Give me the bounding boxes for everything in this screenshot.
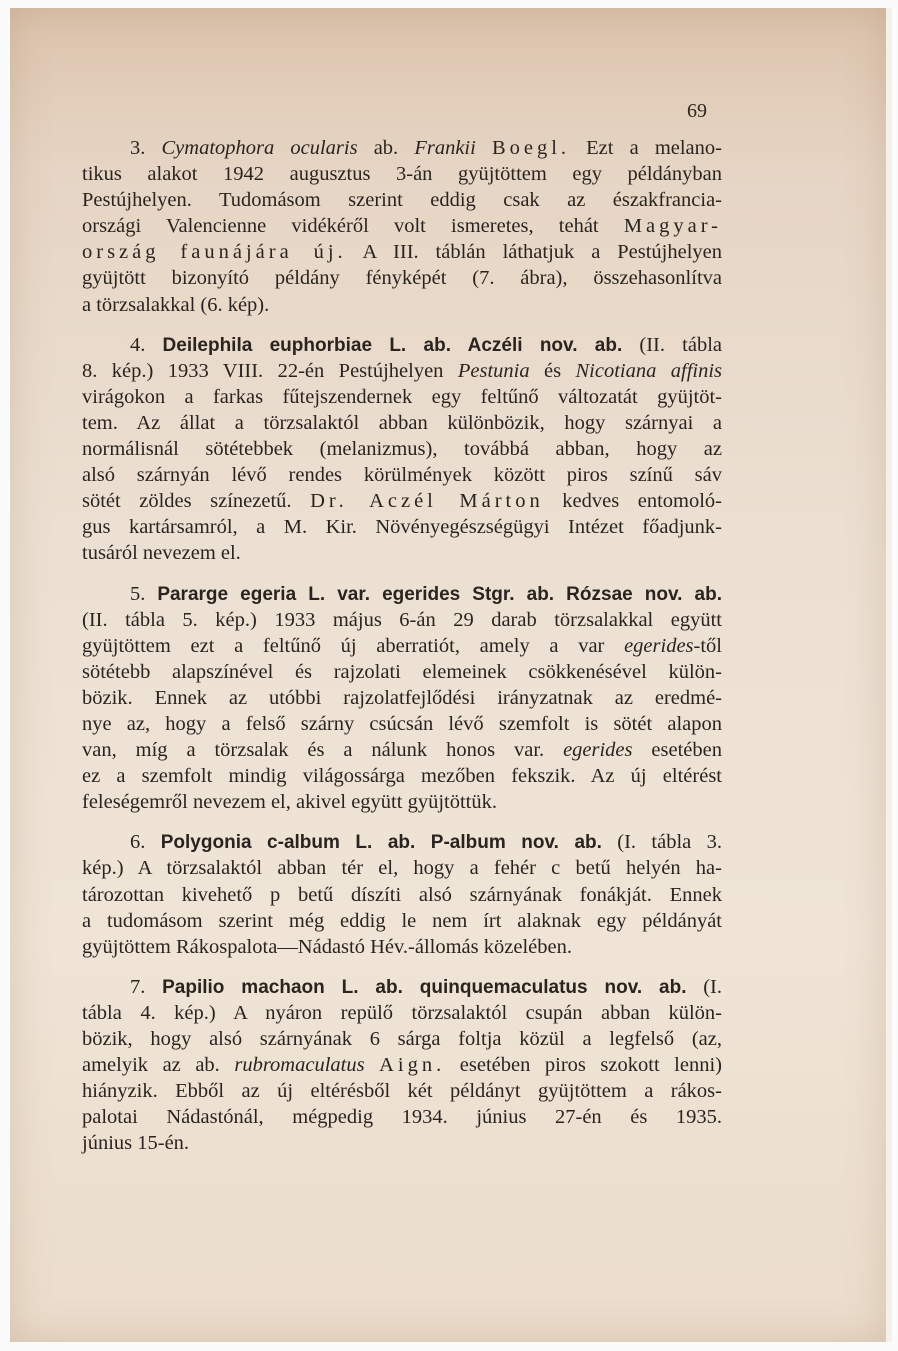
text-line: 6. Polygonia c-album L. ab. P-album nov. ab. (I. tábla 3. xyxy=(130,831,722,854)
text-line: ország faunájára új. A III. táblán láthatjuk a Pestújhelyen xyxy=(82,241,722,264)
text-line: 8. kép.) 1933 VIII. 22-én Pestújhelyen Pestunia és Nicotiana affinis xyxy=(82,359,723,382)
text-line: virágokon a farkas fűtejszendernek egy feltűnő változatát gyüjtöt- xyxy=(82,385,722,408)
text-line: kép.) A törzsalaktól abban tér el, hogy a fehér c betű helyén ha- xyxy=(82,857,722,880)
text-line: normálisnál sötétebbek (melanizmus), továbbá abban, hogy az xyxy=(82,438,722,461)
spaced-name: Aign. xyxy=(379,1054,446,1077)
text-line: tusáról nevezem el. xyxy=(82,542,241,565)
italic-text: Pestunia xyxy=(457,359,530,382)
text-line: a tudomásom szerint még eddig le nem írt alaknak egy példányát xyxy=(82,909,722,932)
italic-text: Frankii xyxy=(414,137,476,159)
text-line: hiányzik. Ebből az új eltérésből két példányt gyüjtöttem a rákos- xyxy=(82,1080,722,1103)
text-line: Pestújhelyen. Tudomásom szerint eddig csak az északfrancia- xyxy=(82,189,722,212)
text-line: alsó szárnyán lévő rendes körülmények között piros színű sáv xyxy=(82,464,722,487)
bold-text: Polygonia c-album L. ab. P-album nov. ab. xyxy=(160,832,602,854)
text-line: (II. tábla 5. kép.) 1933 május 6-án 29 darab törzsalakkal együtt xyxy=(82,608,722,631)
paragraph xyxy=(82,332,722,567)
text-line: sötét zöldes színezetű. Dr. Aczél Márton kedves entomoló- xyxy=(82,490,723,513)
text-line: amelyik az ab. rubromaculatus Aign. esetében piros szokott lenni) xyxy=(82,1054,723,1077)
text-line: országi Valencienne vidékéről volt ismeretes, tehát Magyar- xyxy=(82,215,722,238)
bold-text: Papilio machaon L. ab. quinquemaculatus nov. ab. xyxy=(162,976,687,998)
text-line: nye az, hogy a felső szárny csúcsán lévő szemfolt is sötét alapon xyxy=(82,712,722,735)
text-line: tem. Az állat a törzsalaktól abban különbözik, hogy szárnyai a xyxy=(82,411,722,434)
spaced-name: Magyar- xyxy=(623,215,722,238)
italic-text: rubromaculatus xyxy=(234,1054,365,1077)
italic-text: egerides xyxy=(563,739,633,762)
text-line: palotai Nádastónál, mégpedig 1934. június 27-én és 1935. xyxy=(82,1106,722,1129)
text-line: 4. Deilephila euphorbiae L. ab. Aczéli nov. ab. (II. tábla xyxy=(130,333,723,356)
spaced-name: Boegl. xyxy=(491,137,571,159)
text-line: tábla 4. kép.) A nyáron repülő törzsalaktól csupán abban külön- xyxy=(82,1001,722,1024)
text-line: 3. Cymatophora ocularis ab. Frankii Boegl. Ezt a melano- xyxy=(130,137,722,159)
text-line: 5. Pararge egeria L. var. egerides Stgr. ab. Rózsae nov. ab. xyxy=(130,582,722,605)
text-line: gyüjtöttem Rákospalota—Nádastó Hév.-állomás közelében. xyxy=(82,935,572,958)
text-line: június 15-én. xyxy=(82,1132,190,1155)
text-line: a törzsalakkal (6. kép). xyxy=(82,293,270,316)
text-line: bözik. Ennek az utóbbi rajzolatfejlődési irányzatnak az eredmé- xyxy=(82,686,722,709)
italic-text: Nicotiana affinis xyxy=(575,359,723,382)
bold-text: Pararge egeria L. var. egerides Stgr. ab. Rózsae nov. ab. xyxy=(157,583,722,605)
italic-text: egerides xyxy=(624,634,694,657)
spaced-name: Dr. Aczél Márton xyxy=(310,490,544,513)
paragraph xyxy=(82,974,722,1157)
text-line: ez a szemfolt mindig világossárga mezőben fekszik. Az új eltérést xyxy=(82,765,722,788)
spaced-name: ország faunájára új. xyxy=(82,241,347,264)
text-line: gyüjtött bizonyító példány fényképét (7. ábra), összehasonlítva xyxy=(82,267,722,290)
text-line: gus kartársamról, a M. Kir. Növényegészségügyi Intézet főadjunk- xyxy=(82,516,722,539)
page-number: 69 xyxy=(687,100,707,122)
page-body xyxy=(82,135,722,1156)
paragraph xyxy=(82,135,722,318)
text-line: sötétebb alapszínével és rajzolati elemeinek csökkenésével külön- xyxy=(82,660,722,683)
text-line: gyüjtöttem ezt a feltűnő új aberratiót, amely a var egerides-től xyxy=(82,634,722,657)
bold-text: Deilephila euphorbiae L. ab. Aczéli nov. ab. xyxy=(162,334,623,356)
text-line: 7. Papilio machaon L. ab. quinquemaculatus nov. ab. (I. xyxy=(130,975,723,998)
text-line: tározottan kivehető p betű díszíti alsó szárnyának fonákját. Ennek xyxy=(82,883,722,906)
text-line: tikus alakot 1942 augusztus 3-án gyüjtöttem egy példányban xyxy=(82,163,722,186)
book-page xyxy=(10,8,892,1342)
italic-text: Cymatophora ocularis xyxy=(161,137,358,159)
text-line: feleségemről nevezem el, akivel együtt gyüjtöttük. xyxy=(82,791,497,814)
text-line: bözik, hogy alsó szárnyának 6 sárga foltja közül a legfelső (az, xyxy=(82,1028,722,1050)
paragraph xyxy=(82,829,722,959)
paragraph xyxy=(82,581,722,816)
text-line: van, míg a törzsalak és a nálunk honos var. egerides esetében xyxy=(82,739,722,762)
